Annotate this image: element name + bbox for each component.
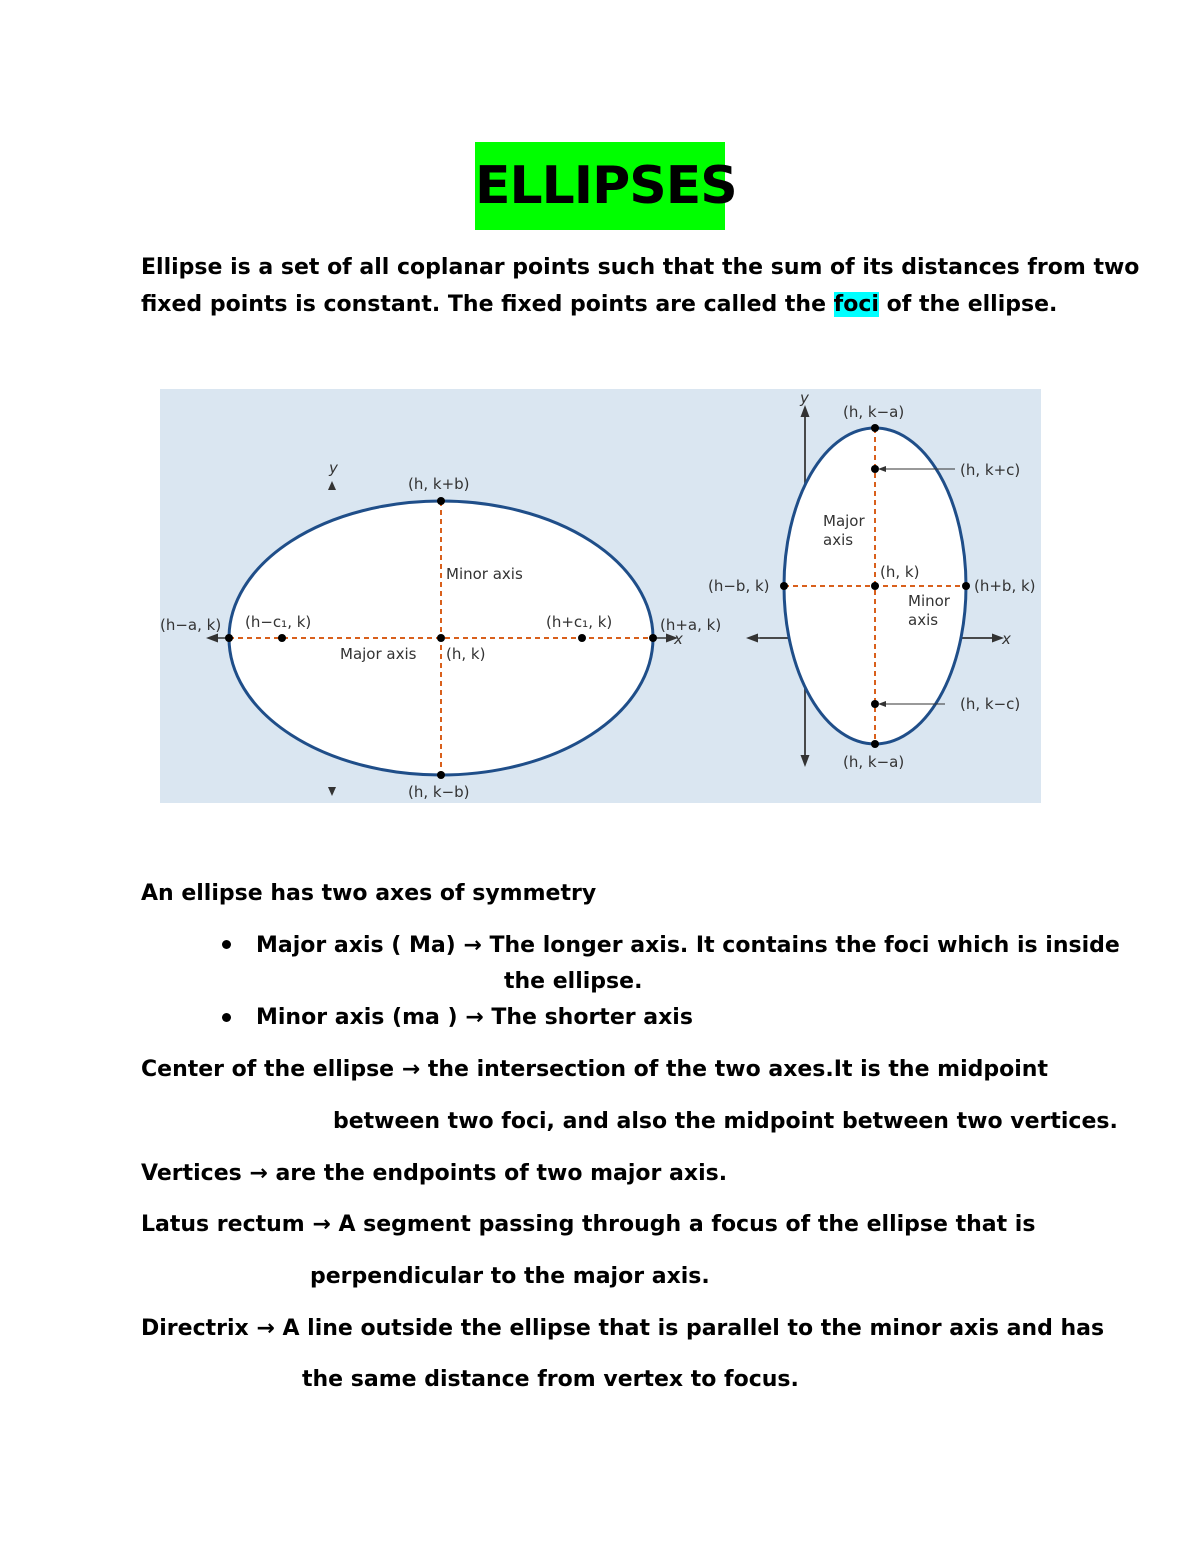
lower-focus-label: (h, k−c) xyxy=(960,695,1021,713)
top-vertex-label: (h, k+b) xyxy=(408,475,470,493)
right-center-label: (h, k) xyxy=(880,563,920,581)
right-minor-axis-label-2: axis xyxy=(908,611,939,629)
latus-def-line-2: perpendicular to the major axis. xyxy=(310,1264,710,1289)
left-vertex-label: (h−a, k) xyxy=(160,616,222,634)
bottom-vertex-label: (h, k−b) xyxy=(408,783,470,801)
right-left-vertex-point xyxy=(780,582,788,590)
left-focus-point xyxy=(278,634,286,642)
foci-highlight: foci xyxy=(833,292,879,317)
left-vertex-point xyxy=(225,634,233,642)
right-right-vertex-label: (h+b, k) xyxy=(974,577,1036,595)
right-left-vertex-label: (h−b, k) xyxy=(708,577,770,595)
bottom-vertex-point xyxy=(437,771,445,779)
page-title: ELLIPSES xyxy=(475,142,725,230)
ellipse-figure xyxy=(160,389,1041,803)
major-axis-label: Major axis xyxy=(340,645,417,663)
horizontal-ellipse xyxy=(160,459,721,801)
right-y-axis-label: y xyxy=(800,389,809,407)
right-focus-label: (h+c₁, k) xyxy=(546,613,613,631)
center-label: (h, k) xyxy=(446,645,486,663)
right-major-axis-label-2: axis xyxy=(823,531,854,549)
right-focus-point xyxy=(578,634,586,642)
y-axis-down-arrow xyxy=(328,787,336,796)
center-def-line-1: Center of the ellipse → the intersection of the two axes.It is the midpoint xyxy=(141,1057,1048,1082)
bullet-2-line-1: Minor axis (ma ) → The shorter axis xyxy=(256,1005,693,1030)
right-major-axis-label-1: Major xyxy=(823,512,865,530)
center-point xyxy=(437,634,445,642)
right-center-point xyxy=(871,582,879,590)
bullet-1-line-1: Major axis ( Ma) → The longer axis. It contains the foci which is inside xyxy=(256,933,1120,958)
right-bottom-vertex-point xyxy=(871,740,879,748)
lower-focus-point xyxy=(871,700,879,708)
definition-line-1: Ellipse is a set of all coplanar points such that the sum of its distances from two xyxy=(141,255,1140,280)
symmetry-heading: An ellipse has two axes of symmetry xyxy=(141,881,597,906)
y-axis-up-arrow xyxy=(328,481,336,490)
right-bottom-vertex-label: (h, k−a) xyxy=(843,753,905,771)
latus-def-line-1: Latus rectum → A segment passing through a focus of the ellipse that is xyxy=(141,1212,1036,1237)
bullet-1-line-2: the ellipse. xyxy=(504,969,643,994)
upper-focus-label: (h, k+c) xyxy=(960,461,1021,479)
x-axis-label: x xyxy=(674,630,683,648)
right-vertex-label: (h+a, k) xyxy=(660,616,722,634)
vertical-ellipse xyxy=(708,389,1036,771)
ellipse-diagram xyxy=(160,389,1041,803)
definition-text-b: of the ellipse. xyxy=(878,292,1058,317)
minor-axis-label: Minor axis xyxy=(446,565,523,583)
directrix-def-line-1: Directrix → A line outside the ellipse that is parallel to the minor axis and has xyxy=(141,1316,1105,1341)
definition-line-2 xyxy=(141,292,1057,317)
right-vertex-point xyxy=(649,634,657,642)
top-vertex-point xyxy=(437,497,445,505)
center-def-line-2: between two foci, and also the midpoint between two vertices. xyxy=(333,1109,1118,1134)
definition-text-a: fixed points is constant. The fixed points are called the xyxy=(141,292,834,317)
y-axis-label: y xyxy=(329,459,338,477)
right-top-vertex-label: (h, k−a) xyxy=(843,403,905,421)
right-right-vertex-point xyxy=(962,582,970,590)
upper-focus-point xyxy=(871,465,879,473)
right-minor-axis-label-1: Minor xyxy=(908,592,950,610)
right-top-vertex-point xyxy=(871,424,879,432)
right-x-axis-label: x xyxy=(1002,630,1011,648)
directrix-def-line-2: the same distance from vertex to focus. xyxy=(302,1367,799,1392)
left-focus-label: (h−c₁, k) xyxy=(245,613,312,631)
vertices-def: Vertices → are the endpoints of two major axis. xyxy=(141,1161,728,1186)
bullet-dot-2 xyxy=(222,1013,231,1022)
bullet-dot-1 xyxy=(222,940,231,949)
